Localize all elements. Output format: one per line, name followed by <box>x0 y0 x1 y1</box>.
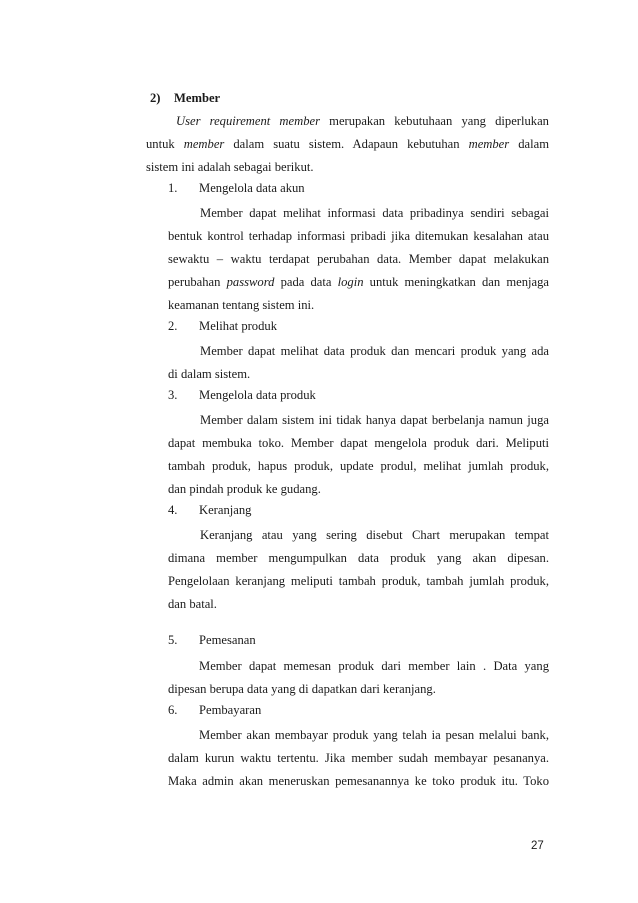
list-item-body <box>168 248 549 271</box>
list-item-number: 6. <box>168 703 178 717</box>
list-item-body <box>168 294 549 317</box>
list-item-body <box>168 547 549 570</box>
intro-line-1 <box>176 110 549 133</box>
list-item-label: Pemesanan <box>199 633 256 647</box>
list-item-label: Mengelola data produk <box>199 388 316 402</box>
list-item-label: Pembayaran <box>199 703 262 717</box>
list-item-number: 5. <box>168 633 178 647</box>
body-line: tambah produk, hapus produk, update produl, melihat jumlah produk, <box>168 459 549 473</box>
intro-text: merupakan kebutuhaan yang diperlukan <box>320 114 549 128</box>
body-line: Member akan membayar produk yang telah ia pesan melalui bank, <box>199 728 549 742</box>
body-line: Pengelolaan keranjang meliputi tambah produk, tambah jumlah produk, <box>168 574 549 588</box>
body-text: perubahan <box>168 275 227 289</box>
body-line: Member dapat melihat data produk dan mencari produk yang ada <box>200 344 549 358</box>
list-item-number: 2. <box>168 319 178 333</box>
intro-italic-term: User requirement member <box>176 114 320 128</box>
list-item-body <box>168 271 549 294</box>
body-line: dimana member mengumpulkan data produk yang akan dipesan. <box>168 551 549 565</box>
body-text: untuk meningkatkan dan menjaga <box>363 275 549 289</box>
body-line: dipesan berupa data yang di dapatkan dari keranjang. <box>168 682 436 696</box>
list-item-title <box>168 703 261 718</box>
list-item-body <box>168 570 549 593</box>
list-item-number: 3. <box>168 388 178 402</box>
list-item-label: Melihat produk <box>199 319 277 333</box>
list-item-title <box>168 503 251 518</box>
list-item-title <box>168 319 277 334</box>
list-item-body <box>200 524 549 547</box>
section-number: 2) <box>150 91 161 105</box>
body-line: keamanan tentang sistem ini. <box>168 298 315 312</box>
list-item-title <box>168 633 256 648</box>
body-line: di dalam sistem. <box>168 367 251 381</box>
list-item-label: Mengelola data akun <box>199 181 305 195</box>
list-item-title <box>168 388 316 403</box>
list-item-body <box>200 202 549 225</box>
list-item-body <box>200 340 549 363</box>
list-item-body <box>168 225 549 248</box>
body-line: dan batal. <box>168 597 217 611</box>
list-item-number: 4. <box>168 503 178 517</box>
body-line: bentuk kontrol terhadap informasi pribadi jika ditemukan kesalahan atau <box>168 229 549 243</box>
list-item-title <box>168 181 305 196</box>
body-line: Member dapat memesan produk dari member lain . Data yang <box>199 659 549 673</box>
body-line: Member dapat melihat informasi data pribadinya sendiri sebagai <box>200 206 549 220</box>
page-number: 27 <box>531 840 544 852</box>
intro-text: untuk <box>146 137 184 151</box>
intro-italic-term: member <box>183 137 225 151</box>
body-line: dan pindah produk ke gudang. <box>168 482 321 496</box>
list-item-body <box>168 432 549 455</box>
section-title: Member <box>174 91 221 105</box>
intro-text: dalam suatu sistem. Adapaun kebutuhan <box>224 137 469 151</box>
italic-term: password <box>226 275 275 289</box>
italic-term: login <box>337 275 364 289</box>
body-line: sewaktu – waktu terdapat perubahan data. Member dapat melakukan <box>168 252 549 266</box>
body-line: Maka admin akan meneruskan pemesanannya ke toko produk itu. Toko <box>168 774 549 788</box>
list-item-body <box>168 363 549 386</box>
intro-italic-term: member <box>468 137 510 151</box>
body-line: Member dalam sistem ini tidak hanya dapat berbelanja namun juga <box>200 413 549 427</box>
list-item-body <box>168 678 549 701</box>
list-item-body <box>168 478 549 501</box>
list-item-number: 1. <box>168 181 178 195</box>
list-item-body <box>168 593 549 616</box>
body-text: pada data <box>274 275 338 289</box>
intro-line-2 <box>146 133 549 156</box>
body-line: dapat membuka toko. Member dapat mengelola produk dari. Meliputi <box>168 436 549 450</box>
intro-text: sistem ini adalah sebagai berikut. <box>146 160 314 174</box>
list-item-body <box>199 724 549 747</box>
intro-line-3 <box>146 156 549 179</box>
list-item-body <box>200 409 549 432</box>
intro-text: dalam <box>509 137 549 151</box>
list-item-body <box>168 747 549 770</box>
list-item-body <box>168 770 549 793</box>
list-item-body <box>168 455 549 478</box>
list-item-body <box>199 655 549 678</box>
body-line: Keranjang atau yang sering disebut Chart merupakan tempat <box>200 528 549 542</box>
section-heading <box>150 91 220 106</box>
list-item-label: Keranjang <box>199 503 252 517</box>
body-line: dalam kurun waktu tertentu. Jika member sudah membayar pesananya. <box>168 751 549 765</box>
